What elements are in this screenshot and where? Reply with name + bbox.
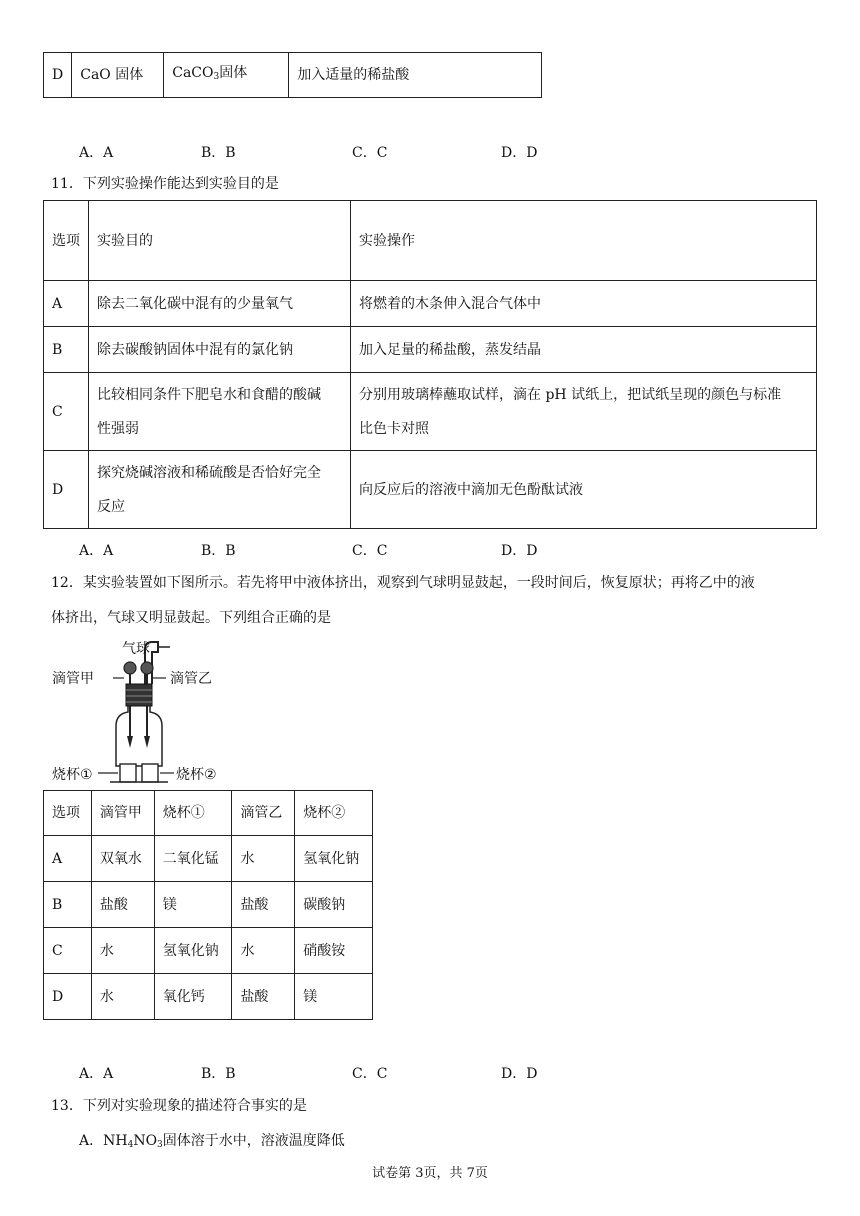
header-dropper-b: 滴管乙 — [232, 791, 295, 836]
cell-goal: 探究烧碱溶液和稀硫酸是否恰好完全 反应 — [89, 451, 351, 529]
table-row — [44, 974, 373, 1020]
label-dropper-b: 滴管乙 — [170, 671, 212, 687]
dropper-b-bulb — [141, 662, 153, 674]
table-cell: 盐酸 — [232, 974, 295, 1020]
q12-stem-line1: 12．某实验装置如下图所示。若先将甲中液体挤出，观察到气球明显鼓起，一段时间后，恢复原状；再将乙中的液 — [51, 575, 755, 591]
option-c[interactable]: C．C — [352, 145, 388, 161]
header-dropper-a: 滴管甲 — [91, 791, 154, 836]
q11-options — [79, 540, 679, 560]
table-row — [44, 882, 373, 928]
table-cell: 氢氧化钠 — [154, 928, 232, 974]
q11-table — [43, 200, 817, 529]
cell-goal: 比较相同条件下肥皂水和食醋的酸碱 性强弱 — [89, 373, 351, 451]
option-d[interactable]: D．D — [501, 145, 538, 161]
dropper-a-bulb — [124, 662, 136, 674]
option-a[interactable]: A．A — [79, 1066, 114, 1082]
option-b[interactable]: B．B — [201, 145, 236, 161]
label-beaker-2: 烧杯② — [176, 767, 217, 783]
table-cell: 碳酸钠 — [295, 882, 373, 928]
table-cell: 镁 — [295, 974, 373, 1020]
cell-option: B — [44, 327, 89, 373]
q12-stem-line2: 体挤出，气球又明显鼓起。下列组合正确的是 — [51, 610, 331, 626]
cell-option: A — [44, 281, 89, 327]
beaker-2 — [142, 764, 158, 782]
table-row — [44, 327, 817, 373]
table-cell: C — [44, 928, 92, 974]
option-c[interactable]: C．C — [352, 543, 388, 559]
q11-stem: 11．下列实验操作能达到实验目的是 — [51, 176, 279, 192]
table-row — [44, 281, 817, 327]
q13-stem: 13．下列对实验现象的描述符合事实的是 — [51, 1098, 307, 1114]
cell-operation: 分别用玻璃棒蘸取试样，滴在 pH 试纸上，把试纸呈现的颜色与标准 比色卡对照 — [351, 373, 817, 451]
option-a[interactable]: A．A — [79, 543, 114, 559]
header-operation: 实验操作 — [351, 201, 817, 281]
header-beaker-1: 烧杯① — [154, 791, 232, 836]
cell-substance: CaO 固体 — [72, 53, 164, 98]
table-row — [44, 53, 542, 98]
cell-operation: 将燃着的木条伸入混合气体中 — [351, 281, 817, 327]
q10-options — [79, 142, 679, 162]
option-a[interactable]: A．A — [79, 145, 114, 161]
table-cell: 氧化钙 — [154, 974, 232, 1020]
page-footer: 试卷第 3页，共 7页 — [372, 1166, 488, 1181]
option-b[interactable]: B．B — [201, 543, 236, 559]
label-beaker-1: 烧杯① — [52, 767, 93, 783]
table-cell: B — [44, 882, 92, 928]
bottle — [116, 706, 162, 766]
header-option: 选项 — [44, 201, 89, 281]
table-cell: 镁 — [154, 882, 232, 928]
table-cell: 氢氧化钠 — [295, 836, 373, 882]
table-cell: D — [44, 974, 92, 1020]
table-row — [44, 791, 373, 836]
cell-impurity: CaCO$_3$固体 — [164, 53, 289, 98]
header-beaker-2: 烧杯② — [295, 791, 373, 836]
table-cell: 盐酸 — [232, 882, 295, 928]
cell-goal: 除去碳酸钠固体中混有的氯化钠 — [89, 327, 351, 373]
table-cell: 二氧化锰 — [154, 836, 232, 882]
label-balloon: 气球 — [122, 641, 150, 657]
cell-goal: 除去二氧化碳中混有的少量氧气 — [89, 281, 351, 327]
table-cell: 水 — [91, 928, 154, 974]
header-goal: 实验目的 — [89, 201, 351, 281]
table-row — [44, 201, 817, 281]
cell-method: 加入适量的稀盐酸 — [289, 53, 542, 98]
q12-table — [43, 790, 373, 1020]
cell-option: D — [44, 53, 72, 98]
option-d[interactable]: D．D — [501, 1066, 538, 1082]
table-cell: 水 — [91, 974, 154, 1020]
option-c[interactable]: C．C — [352, 1066, 388, 1082]
beaker-1 — [120, 764, 136, 782]
table-cell: 水 — [232, 836, 295, 882]
stopper — [126, 684, 152, 706]
table-row — [44, 451, 817, 529]
cell-option: C — [44, 373, 89, 451]
table-cell: 双氧水 — [91, 836, 154, 882]
table-row — [44, 928, 373, 974]
cell-operation: 加入足量的稀盐酸，蒸发结晶 — [351, 327, 817, 373]
q12-options — [79, 1063, 679, 1083]
table-cell: A — [44, 836, 92, 882]
table-cell: 盐酸 — [91, 882, 154, 928]
apparatus-figure — [50, 636, 250, 786]
table-cell: 水 — [232, 928, 295, 974]
q13-option-a[interactable]: A．$NH_4NO_3$固体溶于水中，溶液温度降低 — [79, 1133, 345, 1150]
cell-operation: 向反应后的溶液中滴加无色酚酞试液 — [351, 451, 817, 529]
option-d[interactable]: D．D — [501, 543, 538, 559]
header-option: 选项 — [44, 791, 92, 836]
table-row — [44, 373, 817, 451]
table-row — [44, 836, 373, 882]
option-b[interactable]: B．B — [201, 1066, 236, 1082]
cell-option: D — [44, 451, 89, 529]
table-cell: 硝酸铵 — [295, 928, 373, 974]
label-dropper-a: 滴管甲 — [52, 671, 94, 687]
prev-question-table — [43, 52, 542, 98]
